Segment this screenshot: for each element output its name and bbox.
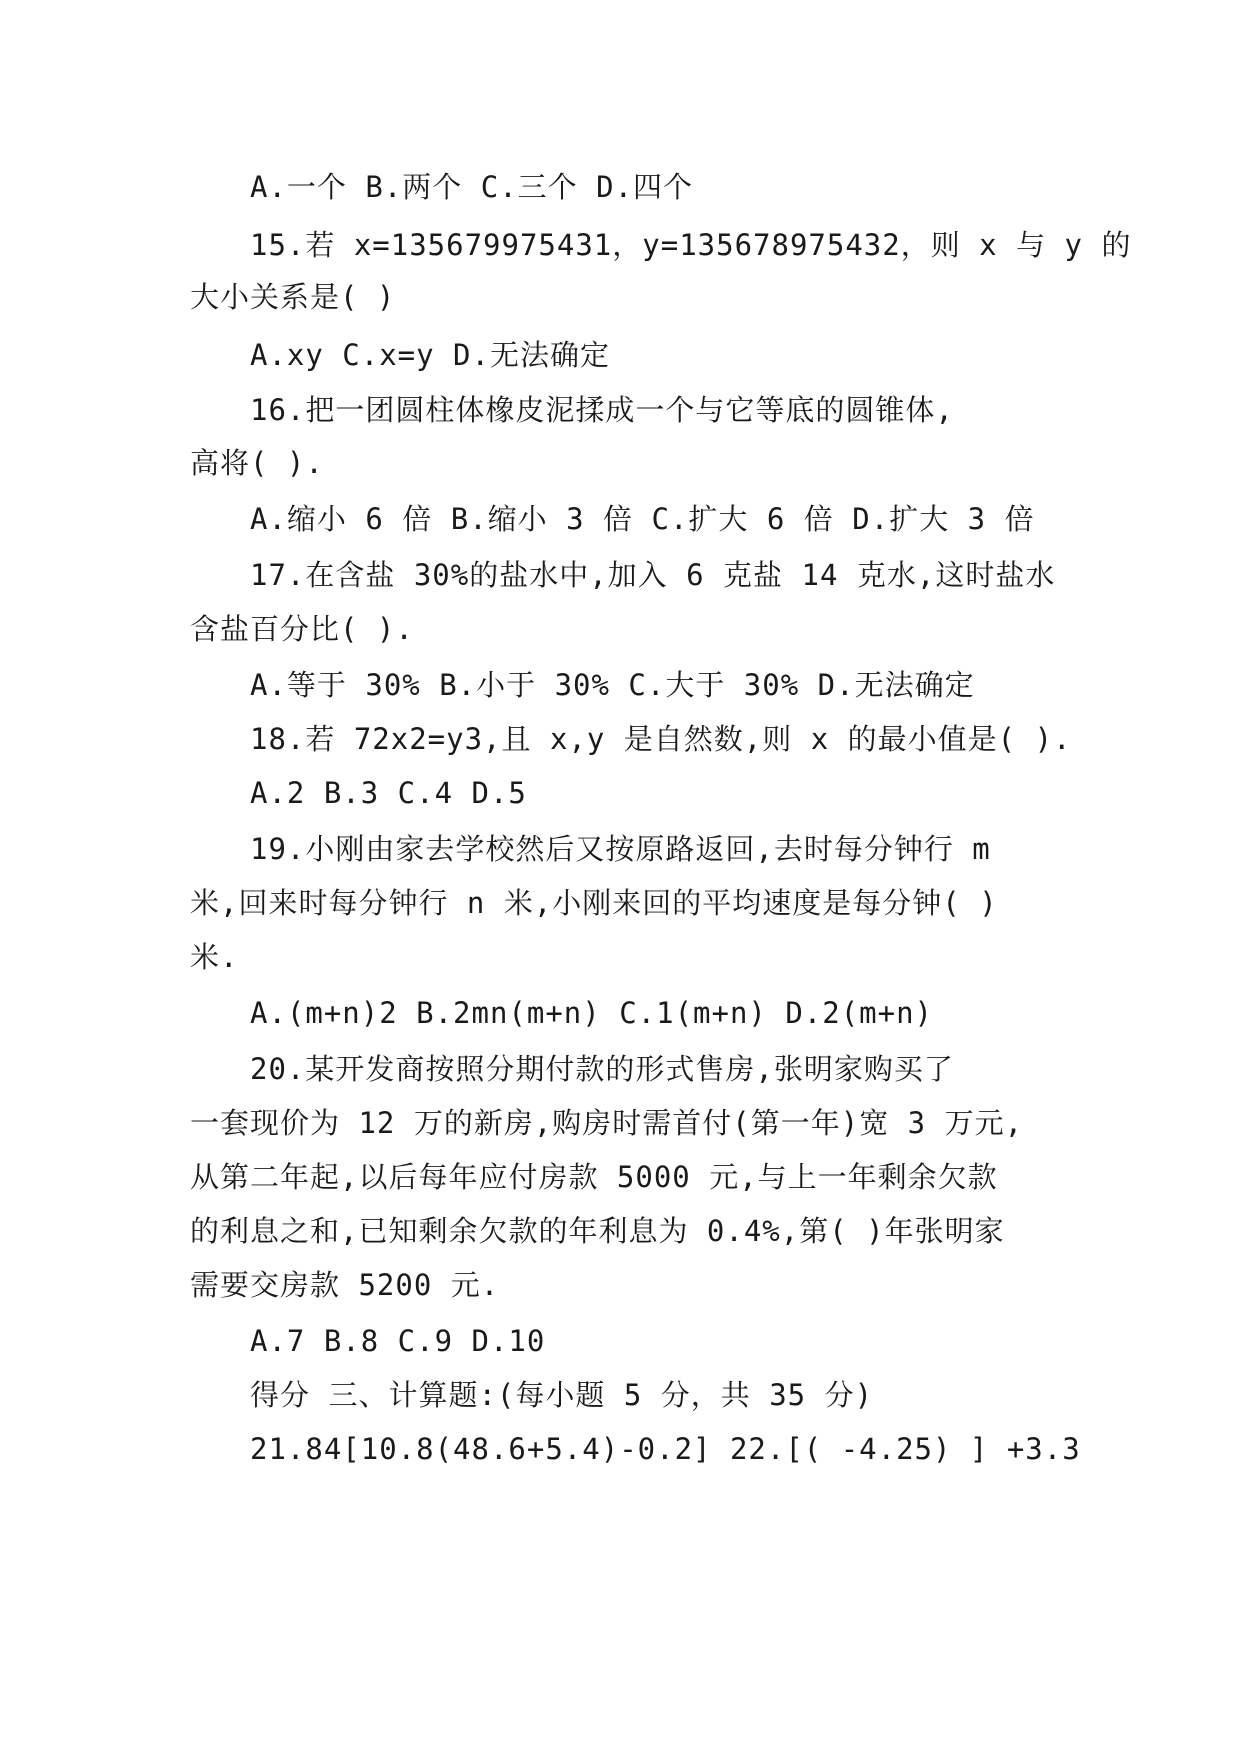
q19-stem-line1: 19.小刚由家去学校然后又按原路返回,去时每分钟行 m	[250, 832, 991, 866]
q20-stem-line3: 从第二年起,以后每年应付房款 5000 元,与上一年剩余欠款	[190, 1160, 998, 1194]
q19-stem-line2: 米,回来时每分钟行 n 米,小刚来回的平均速度是每分钟( )	[190, 886, 998, 920]
q18-options: A.2 B.3 C.4 D.5	[250, 776, 527, 810]
q19-options: A.(m+n)2 B.2mn(m+n) C.1(m+n) D.2(m+n)	[250, 996, 934, 1030]
q15-stem-line1: 15.若 x=135679975431，y=135678975432，则 x 与 y 的	[250, 228, 1132, 262]
q20-stem-line4: 的利息之和,已知剩余欠款的年利息为 0.4%,第( )年张明家	[190, 1214, 1005, 1248]
q20-stem-line1: 20.某开发商按照分期付款的形式售房,张明家购买了	[250, 1052, 954, 1086]
q20-stem-line5: 需要交房款 5200 元.	[190, 1268, 500, 1302]
q18-stem: 18.若 72x2=y3,且 x,y 是自然数,则 x 的最小值是( ).	[250, 722, 1072, 756]
q19-stem-line3: 米.	[190, 940, 239, 974]
q21-q22-expressions: 21.84[10.8(48.6+5.4)-0.2] 22.[( -4.25) ] +3.3	[250, 1432, 1081, 1466]
q20-options: A.7 B.8 C.9 D.10	[250, 1324, 546, 1358]
section-three-heading: 得分 三、计算题:(每小题 5 分，共 35 分)	[250, 1378, 874, 1412]
q16-options: A.缩小 6 倍 B.缩小 3 倍 C.扩大 6 倍 D.扩大 3 倍	[250, 502, 1035, 536]
q15-options: A.xy C.x=y D.无法确定	[250, 338, 610, 372]
q17-options: A.等于 30% B.小于 30% C.大于 30% D.无法确定	[250, 668, 975, 702]
q17-stem-line2: 含盐百分比( ).	[190, 612, 414, 646]
q20-stem-line2: 一套现价为 12 万的新房,购房时需首付(第一年)宽 3 万元,	[190, 1106, 1024, 1140]
q16-stem-line1: 16.把一团圆柱体橡皮泥揉成一个与它等底的圆锥体,	[250, 393, 954, 427]
q17-stem-line1: 17.在含盐 30%的盐水中,加入 6 克盐 14 克水,这时盐水	[250, 558, 1056, 592]
q16-stem-line2: 高将( ).	[190, 446, 324, 480]
q14-options: A.一个 B.两个 C.三个 D.四个	[250, 170, 694, 204]
q15-stem-line2: 大小关系是( )	[190, 280, 396, 314]
